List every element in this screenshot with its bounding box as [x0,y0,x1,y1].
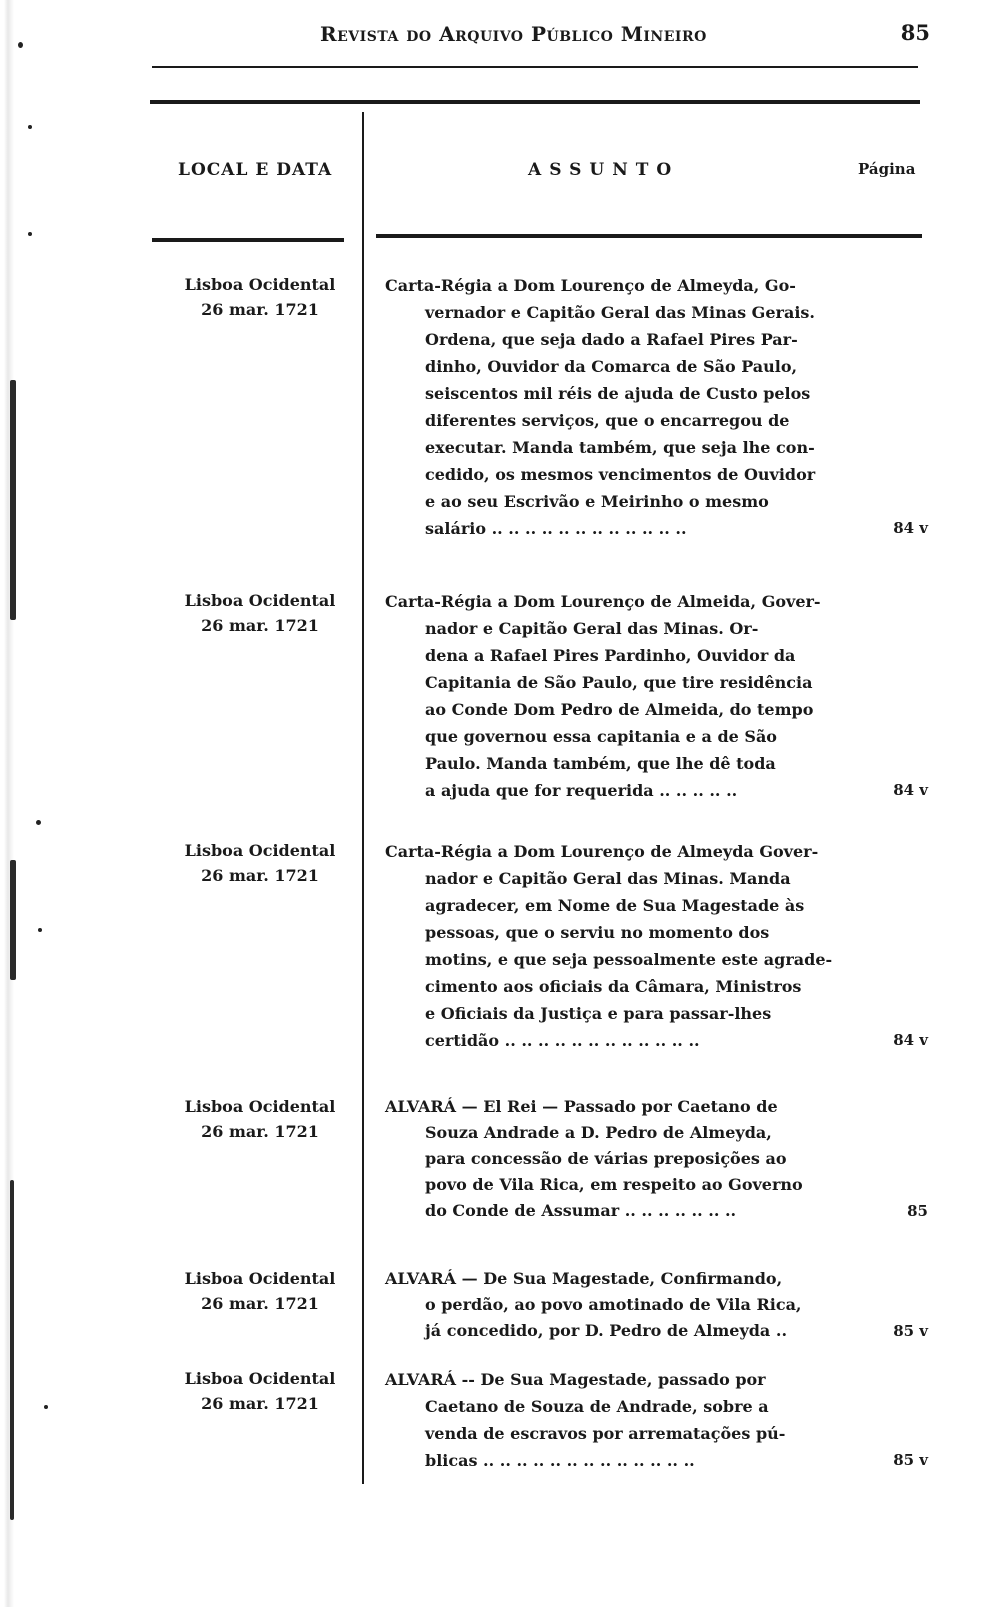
column-header-local-data: LOCAL E DATA [178,160,333,180]
entry-place: Lisboa Ocidental [184,591,336,610]
entry-subject-line: a ajuda que for requerida .. .. .. .. .. [425,781,738,800]
entry-subject-line: pessoas, que o serviu no momento dos [425,923,770,942]
entry-subject [385,838,835,1054]
entry-local-data [170,1266,350,1316]
entry-subject-line: salário .. .. .. .. .. .. .. .. .. .. .. .. [425,519,687,538]
entry-subject-line: nador e Capitão Geral das Minas. Or- [425,619,759,638]
entry-subject-line: povo de Vila Rica, em respeito ao Governo [425,1175,803,1194]
entry-subject-line: certidão .. .. .. .. .. .. .. .. .. .. .. .. [425,1031,700,1050]
binding-shadow [10,380,16,620]
binding-speck [44,1405,48,1409]
binding-speck [28,125,32,129]
entry-page-reference: 84 v [893,1031,928,1049]
book-binding-edge [0,0,38,1607]
binding-shadow [10,1180,14,1520]
entry-subject-line: Paulo. Manda também, que lhe dê toda [425,754,776,773]
entry-subject [385,1266,835,1344]
entry-page-reference: 84 v [893,519,928,537]
binding-speck [38,928,42,932]
entry-subject-line: ALVARÁ -- De Sua Magestade, passado por [385,1370,766,1389]
binding-shadow [10,860,16,980]
entry-subject [385,588,835,804]
entry-subject-line: que governou essa capitania e a de São [425,727,777,746]
entry-local-data [170,1094,350,1144]
header-underline-left [152,238,344,242]
entry-place: Lisboa Ocidental [184,841,336,860]
entry-subject-line: e Oficiais da Justiça e para passar-lhes [425,1004,772,1023]
entry-subject-line: venda de escravos por arrematações pú- [425,1424,786,1443]
entry-date: 26 mar. 1721 [201,1294,319,1313]
entry-subject-line: vernador e Capitão Geral das Minas Gerais. [425,303,815,322]
column-header-pagina: Página [858,160,916,178]
entry-page-reference: 84 v [893,781,928,799]
entry-subject-line: e ao seu Escrivão e Meirinho o mesmo [425,492,769,511]
entry-subject-line: cimento aos oficiais da Câmara, Ministros [425,977,802,996]
entry-date: 26 mar. 1721 [201,616,319,635]
entry-subject-line: dena a Rafael Pires Pardinho, Ouvidor da [425,646,796,665]
entry-subject-line: diferentes serviços, que o encarregou de [425,411,790,430]
entry-subject-line: blicas .. .. .. .. .. .. .. .. .. .. .. .. .. [425,1451,695,1470]
entry-page-reference: 85 v [893,1451,928,1469]
entry-place: Lisboa Ocidental [184,1097,336,1116]
entry-subject-line: nador e Capitão Geral das Minas. Manda [425,869,791,888]
entry-subject-line: Carta-Régia a Dom Lourenço de Almeyda Gover- [385,842,819,861]
entry-place: Lisboa Ocidental [184,1369,336,1388]
entry-subject-line: do Conde de Assumar .. .. .. .. .. .. .. [425,1201,737,1220]
entry-subject-line: para concessão de várias preposições ao [425,1149,787,1168]
entry-subject-line: Carta-Régia a Dom Lourenço de Almeyda, Go- [385,276,796,295]
entry-subject-line: ALVARÁ — El Rei — Passado por Caetano de [385,1097,778,1116]
table-top-rule [150,100,920,104]
entry-subject-line: dinho, Ouvidor da Comarca de São Paulo, [425,357,798,376]
entry-subject-line: já concedido, por D. Pedro de Almeyda .. [425,1321,788,1340]
entry-subject-line: ALVARÁ — De Sua Magestade, Confirmando, [385,1269,783,1288]
entry-subject-line: motins, e que seja pessoalmente este agrade- [425,950,833,969]
entry-subject [385,1366,835,1474]
binding-speck [28,232,32,236]
header-underline-right [376,234,922,238]
entry-subject-line: agradecer, em Nome de Sua Magestade às [425,896,805,915]
entry-subject-line: ao Conde Dom Pedro de Almeida, do tempo [425,700,814,719]
entry-subject-line: cedido, os mesmos vencimentos de Ouvidor [425,465,816,484]
entry-page-reference: 85 v [893,1322,928,1340]
running-title: Revista do Arquivo Público Mineiro [320,22,707,46]
entry-subject-line: Capitania de São Paulo, que tire residência [425,673,813,692]
entry-date: 26 mar. 1721 [201,1394,319,1413]
binding-speck [36,820,41,825]
entry-place: Lisboa Ocidental [184,1269,336,1288]
entry-subject-line: Caetano de Souza de Andrade, sobre a [425,1397,769,1416]
entry-subject-line: Carta-Régia a Dom Lourenço de Almeida, Gover- [385,592,821,611]
entry-subject-line: Souza Andrade a D. Pedro de Almeyda, [425,1123,772,1142]
column-divider [362,112,364,1484]
page-number: 85 [900,20,930,45]
entry-subject [385,1094,835,1224]
entry-page-reference: 85 [907,1202,928,1220]
entry-subject-line: seiscentos mil réis de ajuda de Custo pelos [425,384,811,403]
entry-place: Lisboa Ocidental [184,275,336,294]
entry-local-data [170,272,350,322]
entry-date: 26 mar. 1721 [201,1122,319,1141]
column-header-assunto: ASSUNTO [528,160,680,180]
entry-local-data [170,838,350,888]
entry-subject-line: Ordena, que seja dado a Rafael Pires Par- [425,330,798,349]
binding-speck [18,42,23,48]
entry-local-data [170,588,350,638]
entry-date: 26 mar. 1721 [201,300,319,319]
header-rule [152,66,918,68]
entry-subject-line: o perdão, ao povo amotinado de Vila Rica, [425,1295,802,1314]
entry-local-data [170,1366,350,1416]
entry-subject-line: executar. Manda também, que seja lhe con- [425,438,815,457]
entry-subject [385,272,835,542]
entry-date: 26 mar. 1721 [201,866,319,885]
